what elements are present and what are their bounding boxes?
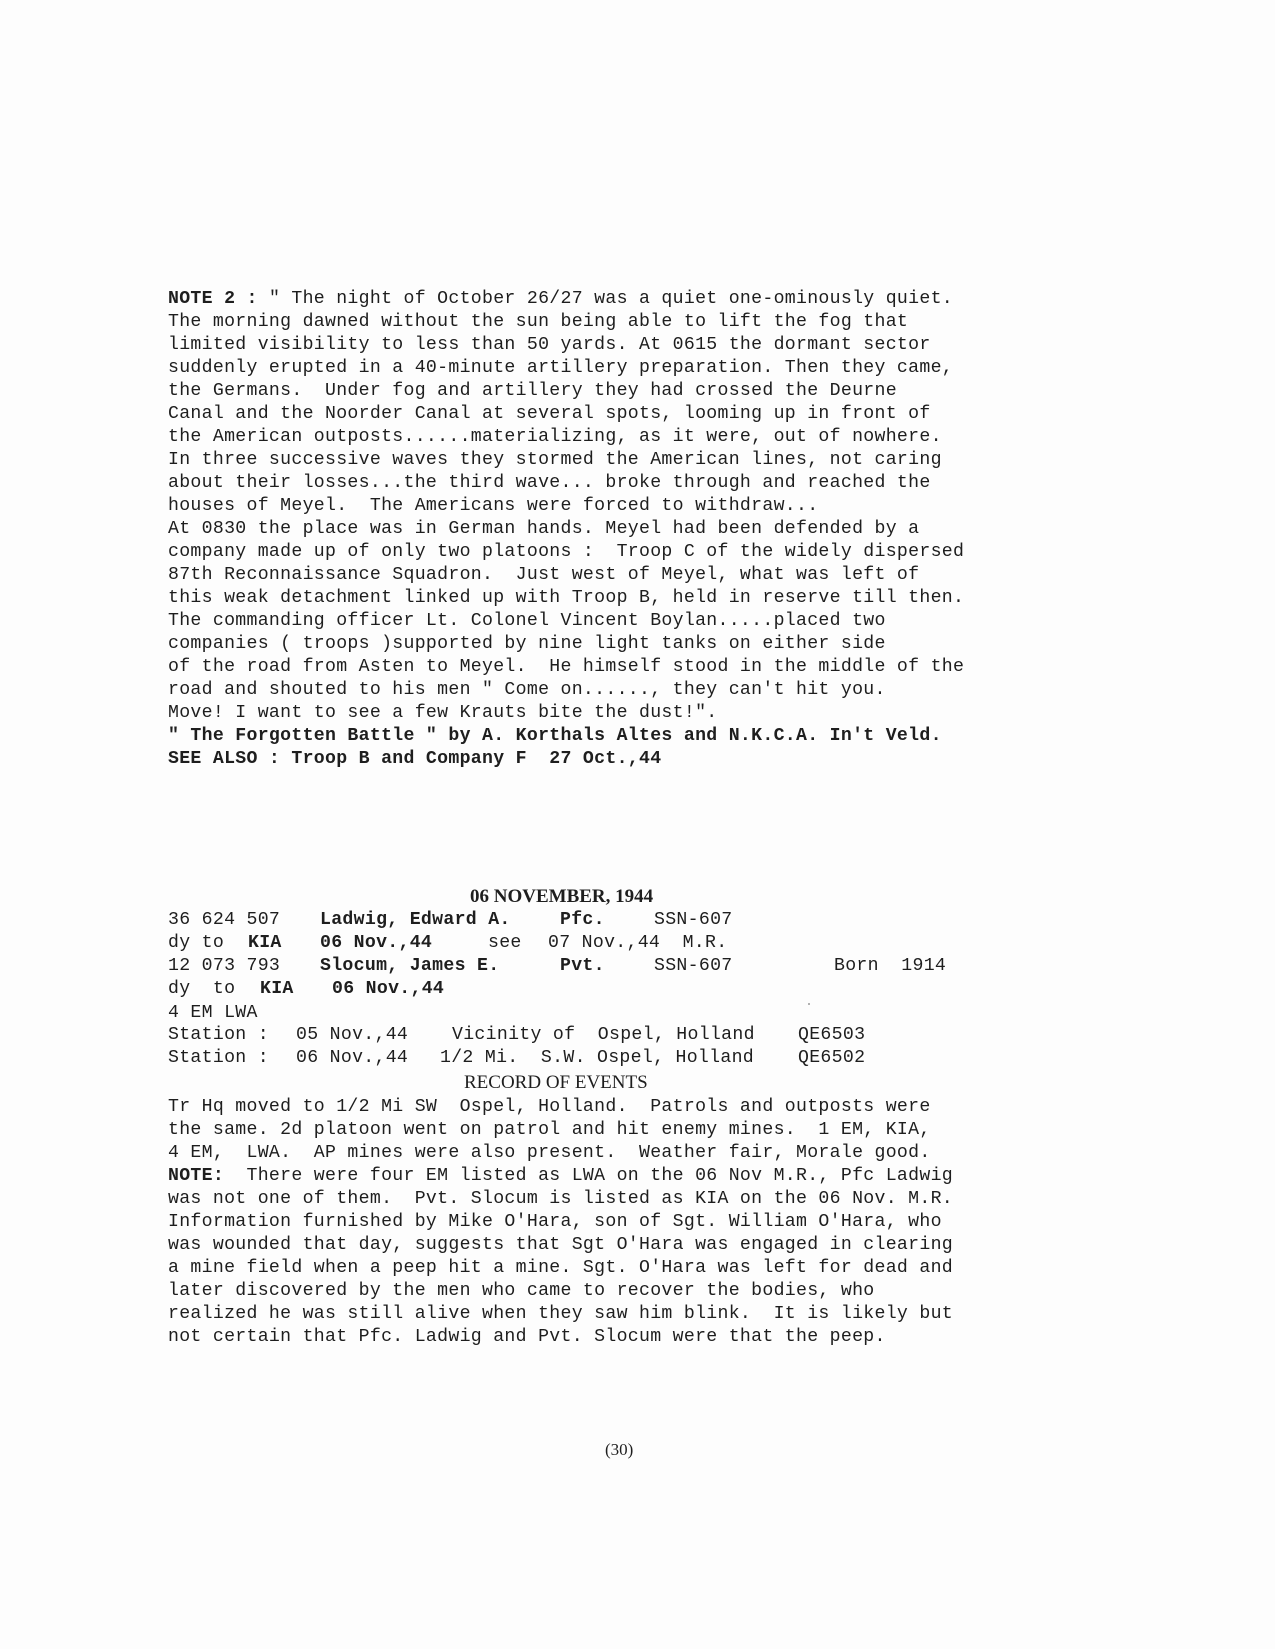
roster-row: dy to KIA 06 Nov.,44 see 07 Nov.,44 M.R. — [168, 933, 728, 953]
status-kia: KIA — [260, 979, 294, 999]
roster-row: dy to KIA 06 Nov.,44 — [168, 979, 445, 999]
note-line: this weak detachment linked up with Troop B, held in reserve till then. — [168, 588, 965, 608]
soldier-name: Slocum, James E. — [320, 956, 500, 976]
note-line: companies ( troops )supported by nine light tanks on either side — [168, 634, 886, 654]
note-line: later discovered by the men who came to recover the bodies, who — [168, 1281, 875, 1301]
note-line: limited visibility to less than 50 yards. At 0615 the dormant sector — [168, 335, 931, 355]
station-row: Station : 05 Nov.,44 Vicinity of Ospel, Holland QE6503 — [168, 1025, 866, 1045]
note-line: NOTE: There were four EM listed as LWA on the 06 Nov M.R., Pfc Ladwig — [168, 1166, 954, 1186]
page-number: (30) — [605, 1440, 634, 1459]
note-line: company made up of only two platoons : Troop C of the widely dispersed — [168, 542, 965, 562]
grid-reference: QE6503 — [798, 1025, 866, 1045]
note-label: NOTE 2 : — [168, 289, 258, 309]
note-line: suddenly erupted in a 40-minute artillery preparation. Then they came, — [168, 358, 953, 378]
note-line: about their losses...the third wave... broke through and reached the — [168, 473, 931, 493]
station-row: Station : 06 Nov.,44 1/2 Mi. S.W. Ospel, Holland QE6502 — [168, 1048, 866, 1068]
ssn: SSN-607 — [654, 910, 733, 930]
note-line: of the road from Asten to Meyel. He himself stood in the middle of the — [168, 657, 965, 677]
note-line: At 0830 the place was in German hands. Meyel had been defended by a — [168, 519, 920, 539]
rank: Pfc. — [560, 910, 605, 930]
event-line: the same. 2d platoon went on patrol and hit enemy mines. 1 EM, KIA, — [168, 1120, 931, 1140]
note-label: NOTE: — [168, 1166, 225, 1186]
roster-row — [168, 910, 1068, 933]
event-line: Tr Hq moved to 1/2 Mi SW Ospel, Holland. Patrols and outposts were — [168, 1097, 931, 1117]
birth-year: Born 1914 — [834, 956, 947, 976]
note-line: Information furnished by Mike O'Hara, son of Sgt. William O'Hara, who — [168, 1212, 942, 1232]
event-line: 4 EM, LWA. AP mines were also present. Weather fair, Morale good. — [168, 1143, 931, 1163]
grid-reference: QE6502 — [798, 1048, 866, 1068]
note-line: was not one of them. Pvt. Slocum is listed as KIA on the 06 Nov. M.R. — [168, 1189, 953, 1209]
note-line: realized he was still alive when they saw him blink. It is likely but — [168, 1304, 953, 1324]
note-line: the Germans. Under fog and artillery they had crossed the Deurne — [168, 381, 897, 401]
lwa-count: 4 EM LWA — [168, 1003, 258, 1023]
roster-row — [168, 956, 1068, 979]
note-line: The morning dawned without the sun being able to lift the fog that — [168, 312, 909, 332]
rank: Pvt. — [560, 956, 605, 976]
source-citation: " The Forgotten Battle " by A. Korthals Altes and N.K.C.A. In't Veld. — [168, 726, 942, 746]
scan-speck — [808, 1003, 810, 1005]
status-kia: KIA — [248, 933, 282, 953]
note-line: was wounded that day, suggests that Sgt O'Hara was engaged in clearing — [168, 1235, 953, 1255]
see-also: SEE ALSO : Troop B and Company F 27 Oct.,44 — [168, 749, 662, 769]
serial-number: 12 073 793 — [168, 956, 281, 976]
note-line: Canal and the Noorder Canal at several spots, looming up in front of — [168, 404, 931, 424]
note-line: The commanding officer Lt. Colonel Vincent Boylan.....placed two — [168, 611, 886, 631]
note-line: In three successive waves they stormed the American lines, not caring — [168, 450, 942, 470]
note-line: NOTE 2 : " The night of October 26/27 was a quiet one-ominously quiet. — [168, 289, 954, 309]
note-line: a mine field when a peep hit a mine. Sgt. O'Hara was left for dead and — [168, 1258, 953, 1278]
note-line: Move! I want to see a few Krauts bite the dust!". — [168, 703, 718, 723]
note-line: 87th Reconnaissance Squadron. Just west of Meyel, what was left of — [168, 565, 920, 585]
serial-number: 36 624 507 — [168, 910, 281, 930]
note-line: not certain that Pfc. Ladwig and Pvt. Slocum were that the peep. — [168, 1327, 886, 1347]
soldier-name: Ladwig, Edward A. — [320, 910, 511, 930]
note-line: road and shouted to his men " Come on......, they can't hit you. — [168, 680, 886, 700]
date-heading: 06 NOVEMBER, 1944 — [470, 886, 654, 907]
ssn: SSN-607 — [654, 956, 733, 976]
note-line: houses of Meyel. The Americans were forced to withdraw... — [168, 496, 819, 516]
note-line: the American outposts......materializing, as it were, out of nowhere. — [168, 427, 942, 447]
record-heading: RECORD OF EVENTS — [464, 1072, 648, 1093]
